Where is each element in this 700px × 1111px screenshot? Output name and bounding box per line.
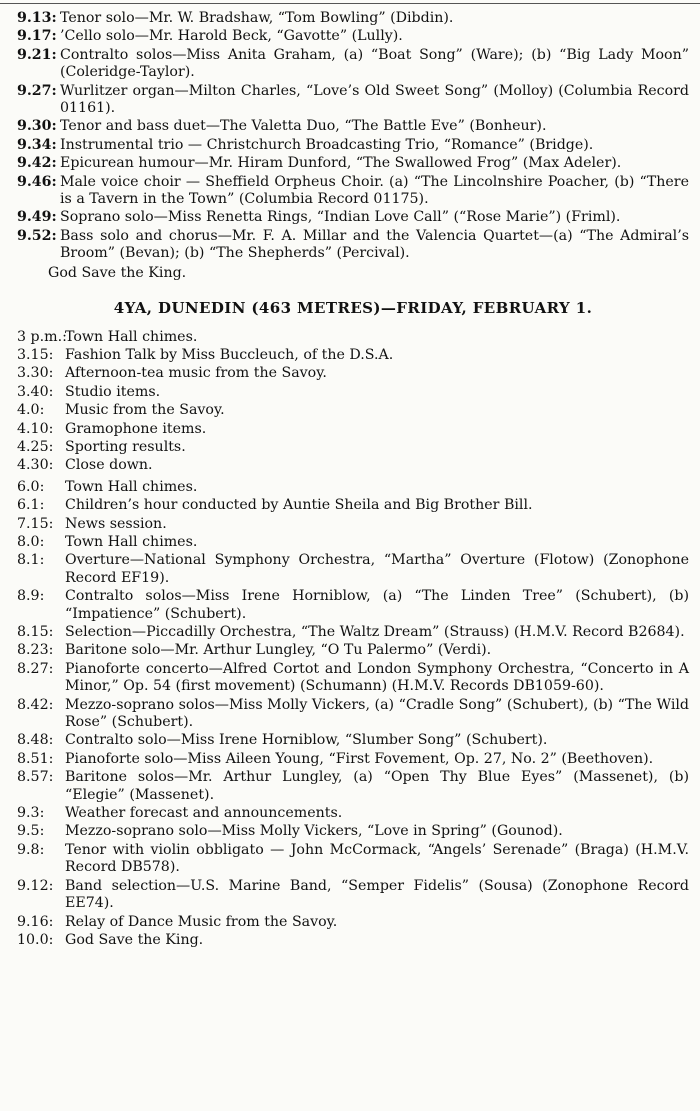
programme-entry bbox=[17, 516, 689, 533]
programme-entry bbox=[17, 155, 689, 172]
entry-time: 8.23: bbox=[17, 642, 54, 659]
entry-time: 9.21: bbox=[17, 46, 57, 63]
entry-text: Relay of Dance Music from the Savoy. bbox=[65, 913, 338, 930]
entry-time: 4.25: bbox=[17, 438, 54, 455]
programme-entry bbox=[17, 624, 689, 641]
entry-time: 6.1: bbox=[17, 497, 45, 514]
entry-time: 8.57: bbox=[17, 769, 54, 786]
entry-time: 9.13: bbox=[17, 10, 57, 26]
entry-time: 9.5: bbox=[17, 823, 45, 840]
entry-text: Epicurean humour—Mr. Hiram Dunford, “The Swallowed Frog” (Max Adeler). bbox=[60, 155, 622, 172]
entry-text: Tenor with violin obbligato — John McCormack, “Angels’ Serenade” (Braga) (H.M.V. Record DB578). bbox=[65, 841, 689, 876]
entry-time: 9.8: bbox=[17, 841, 45, 858]
programme-entry bbox=[17, 497, 689, 514]
entry-time: 8.27: bbox=[17, 660, 54, 677]
programme-entry bbox=[17, 661, 689, 696]
entry-time: 8.15: bbox=[17, 624, 54, 640]
entry-time: 6.0: bbox=[17, 478, 45, 495]
entry-text: Instrumental trio — Christchurch Broadcasting Trio, “Romance” (Bridge). bbox=[60, 136, 594, 153]
entry-text: Town Hall chimes. bbox=[65, 533, 198, 550]
entry-text: Studio items. bbox=[65, 383, 161, 400]
programme-entry bbox=[17, 878, 689, 913]
entry-text: Pianoforte concerto—Alfred Cortot and London Symphony Orchestra, “Concerto in A Minor,” Op. 54 (first movement) (Schumann) (H.M.V. Records DB1059-60). bbox=[65, 660, 689, 695]
programme-entry bbox=[17, 552, 689, 587]
entry-text: God Save the King. bbox=[65, 931, 204, 948]
entry-time: 9.34: bbox=[17, 136, 57, 153]
entry-time: 9.16: bbox=[17, 913, 54, 930]
programme-entry bbox=[17, 10, 689, 27]
programme-entry bbox=[17, 842, 689, 877]
entry-time: 9.30: bbox=[17, 118, 57, 135]
entry-time: 8.42: bbox=[17, 696, 54, 713]
programme-entry bbox=[17, 588, 689, 623]
entry-time: 8.51: bbox=[17, 750, 54, 767]
programme-entry bbox=[17, 384, 689, 401]
entry-text: Selection—Piccadilly Orchestra, “The Waltz Dream” (Strauss) (H.M.V. Record B2684). bbox=[65, 624, 685, 640]
programme-entry bbox=[17, 402, 689, 419]
entry-time: 9.49: bbox=[17, 209, 57, 226]
programme-entry bbox=[17, 751, 689, 768]
entry-time: 3.15: bbox=[17, 346, 54, 363]
entry-time: 10.0: bbox=[17, 931, 54, 948]
top-rule bbox=[0, 3, 700, 4]
entry-time: 9.3: bbox=[17, 805, 45, 822]
entry-time: 8.48: bbox=[17, 732, 54, 749]
entry-time: 3.40: bbox=[17, 383, 54, 400]
programme-entry bbox=[17, 137, 689, 154]
entry-time: 8.0: bbox=[17, 533, 45, 550]
entry-time: 4.10: bbox=[17, 420, 54, 437]
entry-text: Baritone solo—Mr. Arthur Lungley, “O Tu Palermo” (Verdi). bbox=[65, 642, 492, 659]
entry-time: 7.15: bbox=[17, 515, 54, 532]
entry-text: Pianoforte solo—Miss Aileen Young, “First Fovement, Op. 27, No. 2” (Beethoven). bbox=[65, 750, 654, 767]
programme-entry bbox=[17, 697, 689, 732]
entry-text: Band selection—U.S. Marine Band, “Semper Fidelis” (Sousa) (Zonophone Record EE74). bbox=[65, 877, 689, 912]
programme-page bbox=[17, 10, 689, 950]
entry-text: Tenor solo—Mr. W. Bradshaw, “Tom Bowling” (Dibdin). bbox=[60, 10, 454, 26]
entry-text: ’Cello solo—Mr. Harold Beck, “Gavotte” (Lully). bbox=[60, 28, 403, 45]
programme-entry bbox=[17, 932, 689, 949]
entry-time: 3 p.m.: bbox=[17, 328, 67, 345]
entry-text: Children’s hour conducted by Auntie Sheila and Big Brother Bill. bbox=[65, 497, 533, 514]
entry-text: Music from the Savoy. bbox=[65, 402, 225, 419]
programme-entry bbox=[17, 479, 689, 496]
entry-text: Wurlitzer organ—Milton Charles, “Love’s Old Sweet Song” (Molloy) (Columbia Record 01161). bbox=[60, 82, 689, 117]
entry-time: 9.52: bbox=[17, 227, 57, 244]
entry-text: Baritone solos—Mr. Arthur Lungley, (a) “Open Thy Blue Eyes” (Massenet), (b) “Elegie” (Massenet). bbox=[65, 769, 689, 803]
entry-text: Fashion Talk by Miss Buccleuch, of the D.S.A. bbox=[65, 346, 394, 363]
entry-text: Contralto solos—Miss Irene Horniblow, (a) “The Linden Tree” (Schubert), (b) “Impatience” (Schubert). bbox=[65, 588, 689, 622]
programme-entry bbox=[17, 805, 689, 822]
programme-entry bbox=[17, 329, 689, 346]
programme-entry bbox=[17, 47, 689, 82]
entry-text: Male voice choir — Sheffield Orpheus Choir. (a) “The Lincolnshire Poacher, (b) “There is a Tavern in the Town” (Columbia Record 01175). bbox=[60, 173, 689, 208]
programme-entry bbox=[17, 28, 689, 45]
closing-line: God Save the King. bbox=[48, 264, 187, 281]
entry-time: 4.0: bbox=[17, 402, 45, 419]
entry-text: Contralto solo—Miss Irene Horniblow, “Slumber Song” (Schubert). bbox=[65, 732, 548, 749]
programme-entry bbox=[17, 421, 689, 438]
entry-time: 8.9: bbox=[17, 588, 45, 605]
programme-section-2 bbox=[17, 329, 689, 950]
entry-text: Mezzo-soprano solo—Miss Molly Vickers, “Love in Spring” (Gounod). bbox=[65, 823, 563, 840]
entry-text: Contralto solos—Miss Anita Graham, (a) “Boat Song” (Ware); (b) “Big Lady Moon” (Coleridge-Taylor). bbox=[60, 46, 689, 81]
entry-text: News session. bbox=[65, 515, 167, 532]
programme-entry bbox=[17, 823, 689, 840]
programme-section-1 bbox=[17, 10, 689, 282]
programme-entry bbox=[17, 118, 689, 135]
programme-entry bbox=[17, 732, 689, 749]
entry-text: Tenor and bass duet—The Valetta Duo, “The Battle Eve” (Bonheur). bbox=[60, 118, 547, 135]
programme-entry bbox=[17, 209, 689, 226]
entry-text: Overture—National Symphony Orchestra, “Martha” Overture (Flotow) (Zonophone Record EF19). bbox=[65, 552, 689, 586]
entry-text: Afternoon-tea music from the Savoy. bbox=[65, 365, 327, 382]
programme-entry bbox=[17, 439, 689, 456]
programme-entry bbox=[17, 83, 689, 118]
entry-time: 9.42: bbox=[17, 155, 57, 172]
entry-text: Weather forecast and announcements. bbox=[65, 805, 343, 822]
entry-text: Gramophone items. bbox=[65, 420, 207, 437]
entry-time: 4.30: bbox=[17, 457, 54, 474]
programme-entry bbox=[17, 642, 689, 659]
station-heading: 4YA, DUNEDIN (463 METRES)—FRIDAY, FEBRUARY 1. bbox=[113, 299, 593, 318]
entry-time: 9.27: bbox=[17, 82, 57, 99]
programme-entry bbox=[17, 534, 689, 551]
programme-entry bbox=[17, 228, 689, 263]
entry-time: 9.17: bbox=[17, 28, 57, 45]
programme-entry bbox=[17, 457, 689, 474]
programme-entry bbox=[17, 174, 689, 209]
programme-entry bbox=[17, 914, 689, 931]
entry-text: Sporting results. bbox=[65, 438, 186, 455]
entry-text: Town Hall chimes. bbox=[65, 478, 198, 495]
entry-text: Mezzo-soprano solos—Miss Molly Vickers, (a) “Cradle Song” (Schubert), (b) “The Wild Rose” (Schubert). bbox=[65, 696, 689, 731]
programme-entry bbox=[17, 347, 689, 364]
entry-text: Bass solo and chorus—Mr. F. A. Millar and the Valencia Quartet—(a) “The Admiral’s Broom” (Bevan); (b) “The Shepherds” (Percival). bbox=[60, 227, 689, 262]
entry-text: Soprano solo—Miss Renetta Rings, “Indian Love Call” (“Rose Marie”) (Friml). bbox=[60, 209, 621, 226]
entry-time: 9.46: bbox=[17, 173, 57, 190]
programme-entry bbox=[17, 769, 689, 804]
entry-time: 8.1: bbox=[17, 552, 45, 569]
entry-text: Town Hall chimes. bbox=[65, 328, 198, 345]
entry-text: Close down. bbox=[65, 457, 153, 474]
entry-time: 9.12: bbox=[17, 877, 54, 894]
programme-entry bbox=[17, 365, 689, 382]
entry-time: 3.30: bbox=[17, 365, 54, 382]
